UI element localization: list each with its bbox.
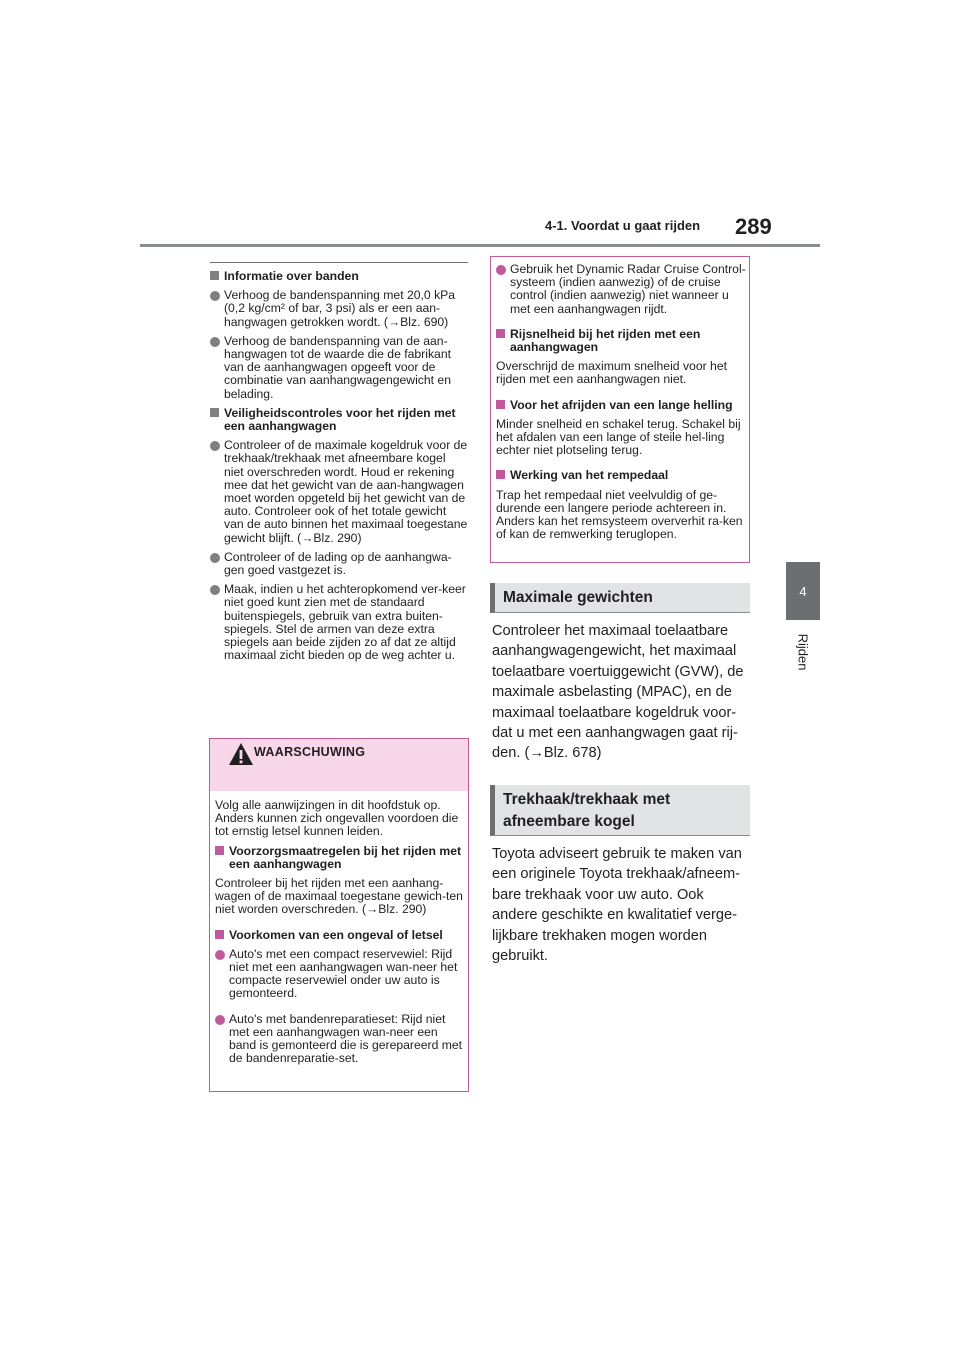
paragraph: Overschrijd de maximum snelheid voor het rijden met een aanhangwagen niet. — [496, 359, 727, 387]
warning-title: WAARSCHUWING — [254, 745, 366, 759]
list-item: Verhoog de bandenspanning met 20,0 kPa (0,2 kg/cm² of bar, 3 psi) als er een aan-hangwagen getrokken wordt. (→Blz. 690) — [210, 289, 468, 329]
header-divider — [140, 244, 820, 247]
heading-speed: Rijsnelheid bij het rijden met een aanhangwagen — [496, 328, 746, 354]
square-bullet-icon — [215, 846, 224, 855]
square-bullet-icon — [496, 329, 505, 338]
warning-continued-content — [496, 263, 746, 547]
paragraph: Minder snelheid en schakel terug. Schakel bij het afdalen van een lange of steile hel-ling echter niet plotseling terug. — [496, 416, 741, 458]
square-bullet-icon — [210, 408, 219, 417]
bullet-icon — [215, 950, 225, 960]
section-text-max-weights: Controleer het maximaal toelaatbare aanhangwagengewicht, het maximaal toelaatbare voertuiggewicht (GVW), de maximale asbelasting (MPAC), en de maximaal toelaatbare kogeldruk voor-dat u met een aanhangwagen gaat rij-den. (→Blz. 678) — [492, 623, 744, 762]
square-bullet-icon — [496, 400, 505, 409]
bullet-icon — [210, 553, 220, 563]
column-divider — [210, 262, 468, 263]
tire-info-section — [210, 270, 468, 668]
section-heading-tow-hitch: Trekhaak/trekhaak met afneembare kogel — [490, 785, 750, 836]
warning-content — [215, 799, 465, 1071]
square-bullet-icon — [496, 470, 505, 479]
square-bullet-icon — [210, 271, 219, 280]
list-item: Maak, indien u het achteropkomend ver-keer niet goed kunt zien met de standaard buitenspiegels, gebruik van extra buiten-spiegels. Stel de armen van deze extra spiegels aan beide zijden zo af dat ze altijd maximaal zicht bieden op de weg achter u. — [210, 583, 468, 662]
list-item: Controleer of de maximale kogeldruk voor de trekhaak/trekhaak met afneembare kogel niet overschreden wordt. Houd er rekening mee dat het gewicht van de aan-hangwagen moet worden opgeteld bij het gewicht van de auto. Controleer ook of het totale gewicht van de auto binnen het maximaal toegestane gewicht blijft. (→Blz. 290) — [210, 439, 468, 545]
chapter-label: Rijden — [795, 633, 811, 671]
heading-brake: Werking van het rempedaal — [496, 469, 746, 482]
warning-intro: Volg alle aanwijzingen in dit hoofdstuk op. Anders kunnen zich ongevallen voordoen die tot ernstig letsel kunnen leiden. — [215, 798, 459, 839]
list-item: Auto's met een compact reservewiel: Rijd niet met een aanhangwagen wan-neer het compacte reservewiel onder uw auto is gemonteerd. — [215, 948, 465, 1001]
list-item: Controleer of de lading op de aanhangwa-gen goed vastgezet is. — [210, 551, 468, 577]
bullet-icon — [210, 441, 220, 451]
list-item: Gebruik het Dynamic Radar Cruise Control-systeem (indien aanwezig) of de cruise control (indien aanwezig) niet wanneer u met een aanhangwagen rijdt. — [496, 263, 746, 316]
bullet-icon — [210, 337, 220, 347]
square-bullet-icon — [215, 930, 224, 939]
paragraph: Trap het rempedaal niet veelvuldig of ge-durende een langere periode achtereen in. Anders kan het remsysteem oververhit ra-ken of kan de remwerking teruglopen. — [496, 487, 743, 542]
heading-precautions: Voorzorgsmaatregelen bij het rijden met een aanhangwagen — [215, 845, 465, 871]
list-item: Verhoog de bandenspanning van de aan-hangwagen tot de waarde die de fabrikant van de aanhangwagen opgeeft voor de combinatie van aanhangwagengewicht en belading. — [210, 335, 468, 401]
page-number: 289 — [735, 214, 772, 239]
warning-icon — [227, 741, 255, 767]
chapter-number: 4 — [799, 583, 807, 599]
section-title: 4-1. Voordat u gaat rijden — [545, 218, 701, 233]
section-text-tow-hitch: Toyota adviseert gebruik te maken van een originele Toyota trekhaak/afneem-bare trekhaak voor uw auto. Ook andere geschikte en kwalitatief verge-lijkbare trekhaken mogen worden gebruikt. — [492, 846, 742, 965]
chapter-tab[interactable] — [786, 562, 820, 620]
bullet-icon — [215, 1015, 225, 1025]
bullet-icon — [210, 585, 220, 595]
warning-paragraph: Controleer bij het rijden met een aanhang-wagen of de maximaal toegestane gewich-ten niet worden overschreden. (→Blz. 290) — [215, 876, 463, 917]
heading-prevent-accident: Voorkomen van een ongeval of letsel — [215, 929, 465, 942]
heading-tire-info: Informatie over banden — [210, 270, 468, 283]
list-item: Auto's met bandenreparatieset: Rijd niet met een aanhangwagen wan-neer een band is gemonteerd die is gerepareerd met de bandenreparatie-set. — [215, 1013, 465, 1066]
heading-safety-checks: Veiligheidscontroles voor het rijden met een aanhangwagen — [210, 407, 468, 433]
section-heading-max-weights: Maximale gewichten — [490, 583, 750, 613]
bullet-icon — [210, 291, 220, 301]
bullet-icon — [496, 265, 506, 275]
heading-slope: Voor het afrijden van een lange helling — [496, 399, 746, 412]
